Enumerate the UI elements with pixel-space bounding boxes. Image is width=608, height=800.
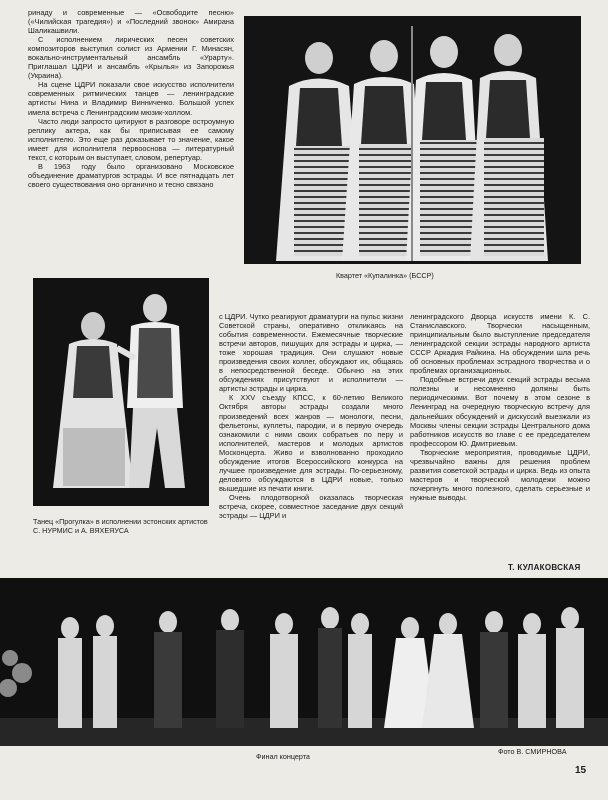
- dance-photo: [33, 278, 209, 506]
- paragraph: Очень плодотворной оказалась творческая встреча, скорее, совместное заседание двух секций эстрады — ЦДРИ и: [219, 492, 403, 521]
- quartet-photo: [244, 16, 581, 264]
- photo-credit: Фото В. СМИРНОВА: [498, 747, 567, 756]
- text-column-1: [28, 8, 234, 189]
- paragraph: На сцене ЦДРИ показали свое искусство исполнители современных ритмических танцев — ленинградские артисты Нина и Владимир Винниченко. Большой успех имела встреча с Ленинградским мюзик-холлом.: [28, 80, 234, 117]
- paragraph: В 1963 году было организовано Московское объединение драматургов эстрады. И все пятнадцать лет своего существования оно органично и тесно связано: [28, 161, 234, 189]
- text-column-2: [219, 312, 403, 520]
- paragraph: Подобные встречи двух секций эстрады весьма полезны и несомненно должны быть периодическими. Вот почему в этом сезоне в Ленинград на очередную творческую встречу для дальнейших обсуждений и дискуссий выезжали из Москвы члены секции эстрады Центрального дома работников искусств во главе с ее председателем профессором Ю. Дмитриевым.: [410, 375, 590, 448]
- finale-caption: Финал концерта: [256, 752, 310, 761]
- quartet-caption: Квартет «Купалинка» (БССР): [336, 271, 434, 280]
- paragraph: Часто люди запросто цитируют в разговоре остроумную реплику актера, как бы приписывая ее самому исполнителю. Это еще раз доказывает то значение, какое имеет для исполнителя первоосновa — литературный текст, с которым он выступает, словом, репертуар.: [28, 116, 234, 162]
- paragraph: К XXV съезду КПСС, к 60-летию Великого Октября авторы эстрады создали много произведений всех жанров — монологи, песни, фельетоны, куплеты, пародии, и в первую очередь ознакомили с ними своих собратьев по перу и исполнителей, мастеров и молодых артистов Москонцерта. Живо и взволнованно проходило обсуждение итогов Всероссийского конкурса на лучшее произведение для эстрады. По-серьезному, деловито обсуждаются в ЦДРИ новые, только вышедшие из печати книги.: [219, 393, 403, 493]
- paragraph: ленинградского Дворца искусств имени К. С. Станиславского. Творчески насыщенным, принципиальным было выступление председателя ленинградской секции эстрады народного артиста СССР Аркадия Райкина. На обсуждении шла речь об основных проблемах эстрадного творчества и о проблемах организационных.: [410, 312, 590, 376]
- paragraph: с ЦДРИ. Чутко реагируют драматурги на пульс жизни Советской страны, оперативно откликаясь на события современности. Ежемесячные творческие встречи авторов, пишущих для эстрады и цирка, — тоже хорошая традиция. Они слушают новые произведения своих коллег, обсуждают их, общаясь в непосредственной беседе. Обычно на этих обсуждениях присутствуют и исполнители — артисты эстрады и цирка.: [219, 312, 403, 394]
- text-column-3: [410, 312, 590, 502]
- paragraph: С исполнением лирических песен советских композиторов выступил солист из Армении Г. Минасян, вокально-инструментальный ансамбль «Урарту». Приглашал ЦДРИ и ансамбль «Крылья» из Запорожья (Украина).: [28, 35, 234, 81]
- page-number: 15: [575, 765, 587, 776]
- paragraph: Творческие мероприятия, проводимые ЦДРИ, чрезвычайно важны для решения проблем развития советской эстрады и цирка. Ведь из опыта мастеров и творческой молодежи можно почерпнуть много полезного, сделать серьезные и нужные выводы.: [410, 447, 590, 502]
- finale-photo: [0, 578, 608, 746]
- author-signature: Т. КУЛАКОВСКАЯ: [508, 563, 581, 572]
- dance-caption: Танец «Прогулка» в исполнении эстонских артистов С. НУРМИС и А. ВЯХЕЯУСА: [33, 517, 208, 535]
- paragraph: ринаду и современные — «Освободите песню» («Чилийская трагедия») и «Последний звонок» Амирана Шаликашвили.: [28, 8, 234, 36]
